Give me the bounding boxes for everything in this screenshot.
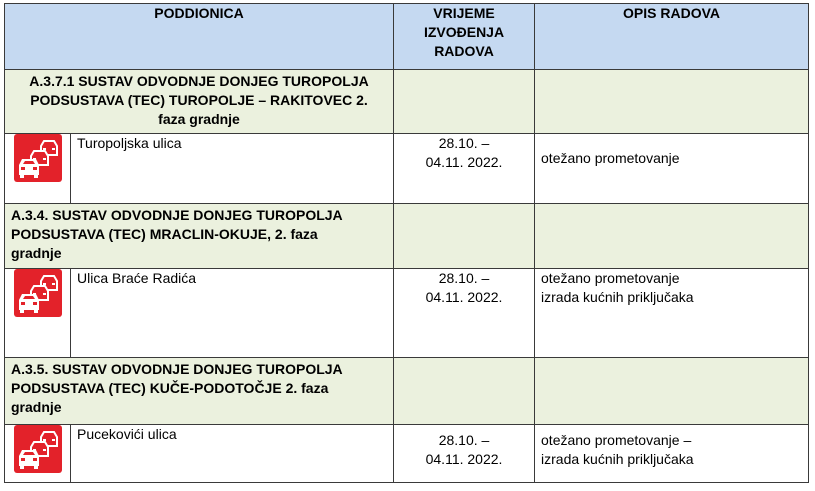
icon-cell xyxy=(5,134,71,204)
work-description xyxy=(535,269,809,358)
icon-cell xyxy=(5,269,71,358)
work-dates xyxy=(394,425,535,483)
section-title-line2: PODSUSTAVA (TEC) TUROPOLJE – RAKITOVEC 2. xyxy=(30,92,368,108)
icon-cell xyxy=(5,425,71,483)
section-time-empty xyxy=(394,70,535,134)
date-end: 04.11. 2022. xyxy=(425,451,503,467)
desc-line1: otežano prometovanje – xyxy=(541,432,692,448)
section-row xyxy=(5,70,809,134)
section-title xyxy=(5,358,394,425)
section-desc-empty xyxy=(535,70,809,134)
work-dates xyxy=(394,134,535,204)
section-title-line2: PODSUSTAVA (TEC) MRACLIN-OKUJE, 2. faza xyxy=(11,226,318,242)
desc-line2: izrada kućnih priključaka xyxy=(541,289,694,305)
section-row xyxy=(5,358,809,425)
header-time-line2: IZVOĐENJA xyxy=(423,24,505,40)
desc-line2: izrada kućnih priključaka xyxy=(541,451,694,467)
street-name: Ulica Braće Radića xyxy=(71,269,394,358)
date-end: 04.11. 2022. xyxy=(425,289,503,305)
header-time xyxy=(394,4,535,70)
work-dates xyxy=(394,269,535,358)
date-start: 28.10. – xyxy=(438,135,490,151)
section-title-line1: A.3.5. SUSTAV ODVODNJE DONJEG TUROPOLJA xyxy=(11,361,343,377)
section-row xyxy=(5,204,809,269)
section-title-line3: faza gradnje xyxy=(158,111,240,127)
section-title-line3: gradnje xyxy=(11,399,62,415)
street-name: Pucekovići ulica xyxy=(71,425,394,483)
header-desc-label: OPIS RADOVA xyxy=(623,5,720,21)
table-row xyxy=(5,269,809,358)
section-title-line3: gradnje xyxy=(11,245,62,261)
section-title-line1: A.3.7.1 SUSTAV ODVODNJE DONJEG TUROPOLJA xyxy=(29,73,369,89)
header-time-line3: RADOVA xyxy=(434,43,494,59)
table-header-row xyxy=(5,4,809,70)
traffic-jam-icon xyxy=(14,134,62,182)
section-title xyxy=(5,70,394,134)
work-description xyxy=(535,425,809,483)
table-row xyxy=(5,425,809,483)
date-start: 28.10. – xyxy=(438,432,490,448)
desc-line1: otežano prometovanje xyxy=(541,150,680,166)
section-time-empty xyxy=(394,358,535,425)
header-section-label: PODDIONICA xyxy=(154,5,244,21)
section-title xyxy=(5,204,394,269)
header-section xyxy=(5,4,394,70)
header-time-line1: VRIJEME xyxy=(433,5,495,21)
date-start: 28.10. – xyxy=(438,270,490,286)
roadworks-table xyxy=(4,3,809,483)
traffic-jam-icon xyxy=(14,269,62,317)
section-desc-empty xyxy=(535,358,809,425)
section-title-line2: PODSUSTAVA (TEC) KUČE-PODOTOČJE 2. faza xyxy=(11,380,329,396)
desc-line1: otežano prometovanje xyxy=(541,270,680,286)
date-end: 04.11. 2022. xyxy=(425,154,503,170)
work-description xyxy=(535,134,809,204)
section-title-line1: A.3.4. SUSTAV ODVODNJE DONJEG TUROPOLJA xyxy=(11,207,343,223)
section-desc-empty xyxy=(535,204,809,269)
header-desc xyxy=(535,4,809,70)
table-row xyxy=(5,134,809,204)
section-time-empty xyxy=(394,204,535,269)
traffic-jam-icon xyxy=(14,425,62,473)
street-name: Turopoljska ulica xyxy=(71,134,394,204)
